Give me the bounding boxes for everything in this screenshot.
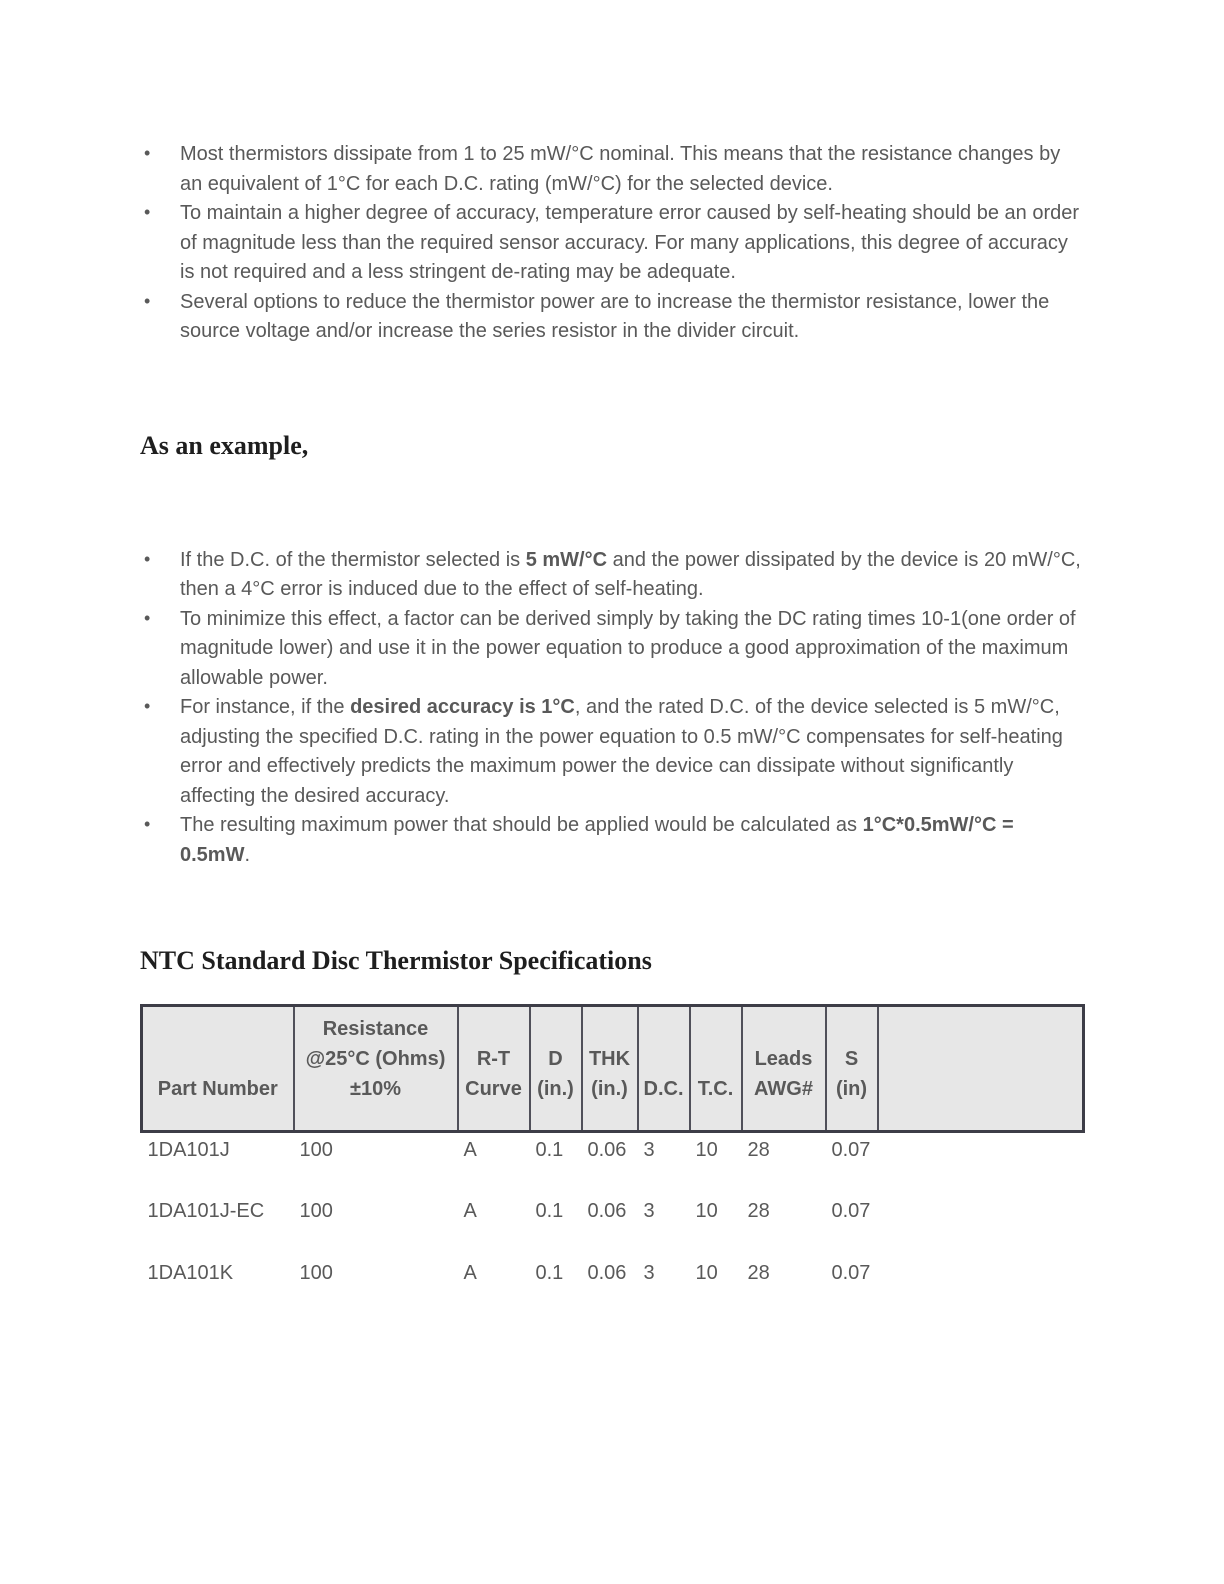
table-cell: 0.06 [587, 1199, 627, 1222]
table-cell: 0.1 [535, 1199, 564, 1222]
table-row [142, 1132, 1084, 1194]
bullet-item [140, 605, 1084, 694]
bold-text-run: 1°C*0.5mW/°C = 0.5mW [180, 814, 1014, 866]
table-cell: 10 [695, 1199, 718, 1222]
bullet-item [140, 288, 1084, 347]
bullet-item [140, 199, 1084, 288]
spec-table-body [142, 1132, 1084, 1318]
bullet-item [140, 811, 1084, 870]
table-cell: 0.07 [831, 1199, 871, 1222]
text-run: The resulting maximum power that should be applied would be calculated as [180, 814, 863, 836]
table-cell: A [463, 1199, 477, 1222]
table-heading: NTC Standard Disc Thermistor Specifications [140, 946, 652, 975]
table-cell: 0.1 [535, 1139, 564, 1161]
text-run: For instance, if the [180, 696, 351, 718]
text-run: To maintain a higher degree of accuracy, temperature error caused by self-heating should be an order of magnitude less than the required sensor accuracy. For many applications, this degree of accuracy is not required and a less stringent de-rating may be adequate. [180, 202, 1080, 283]
bold-text-run: desired accuracy is 1°C [350, 696, 575, 718]
spec-table [140, 1004, 1085, 1318]
table-cell: 3 [643, 1261, 655, 1284]
text-run: . [244, 843, 251, 866]
intro-bullet-list [140, 140, 1084, 347]
table-cell [878, 1194, 1084, 1256]
table-row [142, 1256, 1084, 1318]
spec-table-header-row [142, 1006, 1084, 1132]
bullet-marker-icon: • [144, 202, 151, 222]
table-cell: 28 [747, 1261, 770, 1284]
table-cell [878, 1132, 1084, 1194]
bullet-marker-icon: • [144, 290, 151, 311]
bullet-marker-icon: • [144, 548, 151, 569]
table-cell: 100 [299, 1261, 333, 1284]
table-cell: 1DA101J [147, 1139, 230, 1161]
table-cell: 1DA101K [147, 1261, 234, 1284]
bullet-marker-icon: • [144, 607, 151, 628]
bullet-item [140, 693, 1084, 811]
table-cell: 0.07 [831, 1261, 871, 1284]
table-cell: 1DA101J-EC [147, 1199, 265, 1222]
bold-text-run: 5 mW/°C [525, 548, 608, 571]
bullet-marker-icon: • [144, 696, 151, 716]
table-header-cell: D (in.) [530, 1006, 582, 1132]
table-header-cell: T.C. [690, 1006, 742, 1132]
text-run: Several options to reduce the thermistor power are to increase the thermistor resistance, lower the source voltage and/or increase the series resistor in the divider circuit. [180, 290, 1050, 342]
table-header-cell: Part Number [142, 1006, 294, 1132]
text-run: and the power dissipated by the device is 20 mW/°C, then a 4°C error is induced due to the effect of self-heating. [180, 548, 1081, 600]
table-row [142, 1194, 1084, 1256]
table-header-cell: Leads AWG# [742, 1006, 826, 1132]
bullet-item [140, 140, 1084, 199]
table-cell: 0.07 [831, 1139, 871, 1161]
table-header-cell [878, 1006, 1084, 1132]
table-cell: 3 [643, 1139, 655, 1161]
table-cell: 100 [299, 1139, 333, 1161]
bullet-marker-icon: • [144, 143, 151, 163]
table-cell: A [463, 1261, 477, 1284]
table-cell: 3 [643, 1199, 655, 1222]
table-cell: 28 [747, 1199, 770, 1222]
table-header-cell: D.C. [638, 1006, 690, 1132]
example-heading: As an example, [140, 430, 309, 460]
text-run: , and the rated D.C. of the device selected is 5 mW/°C, adjusting the specified D.C. rating in the power equation to 0.5 mW/°C compensates for self-heating error and effectively predicts the maximum power the device can dissipate without significantly affecting the desired accuracy. [180, 696, 1063, 807]
text-run: To minimize this effect, a factor can be derived simply by taking the DC rating times 10-1(one order of magnitude lower) and use it in the power equation to produce a good approximation of the maximum allowable power. [180, 607, 1076, 689]
text-run: Most thermistors dissipate from 1 to 25 mW/°C nominal. This means that the resistance changes by an equivalent of 1°C for each D.C. rating (mW/°C) for the selected device. [180, 143, 1061, 195]
table-cell: 28 [747, 1139, 770, 1161]
table-header-cell: S (in) [826, 1006, 878, 1132]
table-cell: A [463, 1139, 477, 1161]
bullet-marker-icon: • [144, 814, 151, 834]
example-bullet-list [140, 546, 1084, 871]
text-run: If the D.C. of the thermistor selected is [180, 548, 526, 571]
table-header-cell: THK (in.) [582, 1006, 638, 1132]
spec-table-header [142, 1006, 1084, 1132]
table-header-cell: Resistance @25°C (Ohms) ±10% [294, 1006, 458, 1132]
table-cell [878, 1256, 1084, 1318]
table-cell: 0.06 [587, 1261, 627, 1284]
bullet-item [140, 546, 1084, 605]
table-cell: 100 [299, 1199, 333, 1222]
table-cell: 0.06 [587, 1139, 627, 1161]
table-cell: 10 [695, 1261, 718, 1284]
table-header-cell: R-T Curve [458, 1006, 530, 1132]
table-cell: 0.1 [535, 1261, 564, 1284]
table-cell: 10 [695, 1139, 718, 1161]
